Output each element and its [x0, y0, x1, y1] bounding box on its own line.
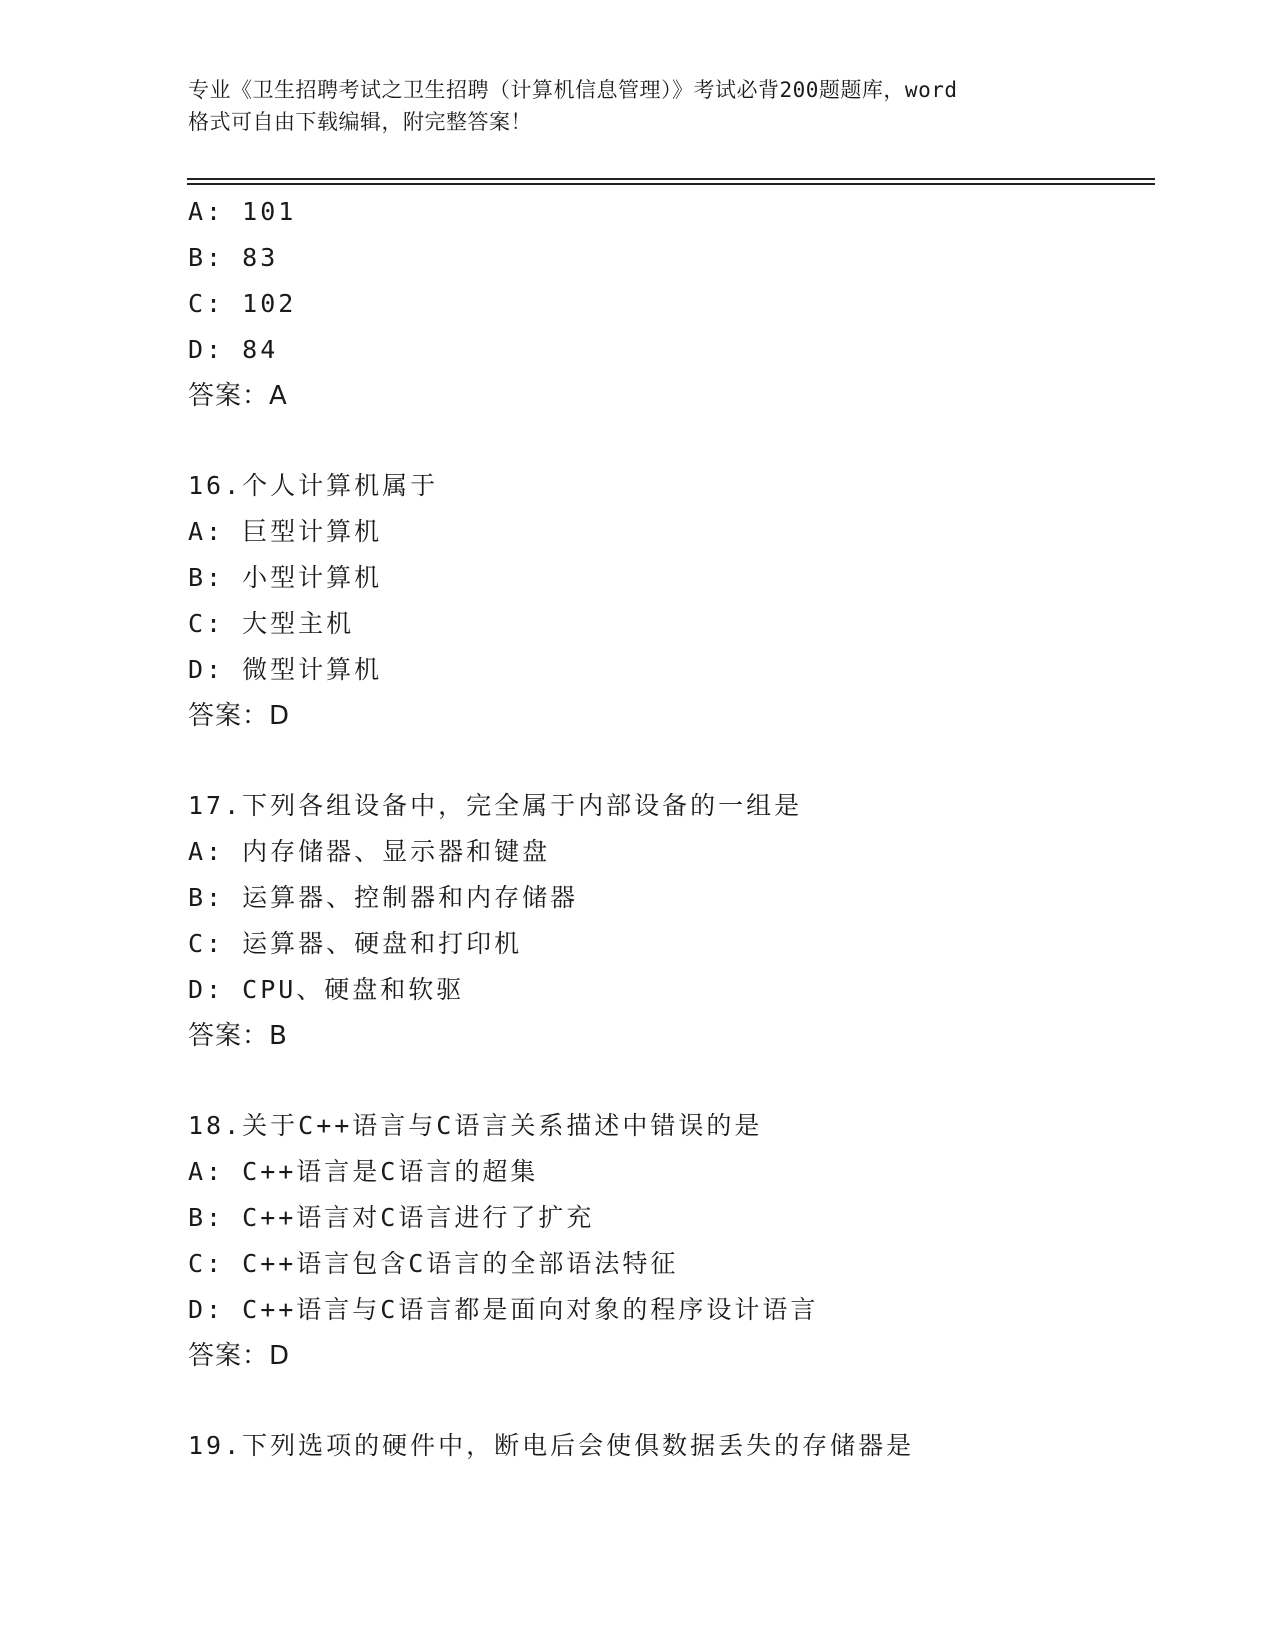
header-line-1: 专业《卫生招聘考试之卫生招聘（计算机信息管理）》考试必背200题题库，word	[188, 78, 958, 102]
option-d: D: C++语言与C语言都是面向对象的程序设计语言	[188, 1295, 819, 1324]
option-b: B: C++语言对C语言进行了扩充	[188, 1203, 595, 1232]
question-19	[188, 1423, 1148, 1469]
option-b: B: 小型计算机	[188, 563, 383, 592]
option-d: D: CPU、硬盘和软驱	[188, 975, 465, 1004]
header-divider-bottom	[187, 183, 1155, 185]
answer-line: 答案：A	[188, 381, 288, 411]
option-a: A: C++语言是C语言的超集	[188, 1157, 539, 1186]
option-b: B: 运算器、控制器和内存储器	[188, 883, 579, 912]
header-line-2: 格式可自由下载编辑，附完整答案！	[188, 110, 532, 134]
answer-line: 答案：B	[188, 1021, 288, 1051]
option-c: C: 运算器、硬盘和打印机	[188, 929, 523, 958]
question-15-continued	[188, 189, 1148, 419]
option-a: A: 内存储器、显示器和键盘	[188, 837, 551, 866]
question-list	[188, 189, 1148, 1469]
header-divider-top	[187, 178, 1155, 180]
document-header	[188, 74, 1088, 138]
option-b: B: 83	[188, 243, 279, 272]
question-title: 16.个人计算机属于	[188, 471, 439, 500]
answer-line: 答案：D	[188, 701, 291, 731]
question-18	[188, 1103, 1148, 1379]
question-title: 17.下列各组设备中，完全属于内部设备的一组是	[188, 791, 803, 820]
question-title: 19.下列选项的硬件中，断电后会使俱数据丢失的存储器是	[188, 1431, 915, 1460]
option-d: D: 84	[188, 335, 279, 364]
spacer	[188, 1379, 1148, 1423]
spacer	[188, 419, 1148, 463]
option-c: C: 102	[188, 289, 297, 318]
option-c: C: C++语言包含C语言的全部语法特征	[188, 1249, 679, 1278]
option-d: D: 微型计算机	[188, 655, 383, 684]
spacer	[188, 739, 1148, 783]
answer-line: 答案：D	[188, 1341, 291, 1371]
option-c: C: 大型主机	[188, 609, 355, 638]
question-title: 18.关于C++语言与C语言关系描述中错误的是	[188, 1111, 763, 1140]
spacer	[188, 1059, 1148, 1103]
question-16	[188, 463, 1148, 739]
option-a: A: 101	[188, 197, 297, 226]
option-a: A: 巨型计算机	[188, 517, 383, 546]
question-17	[188, 783, 1148, 1059]
